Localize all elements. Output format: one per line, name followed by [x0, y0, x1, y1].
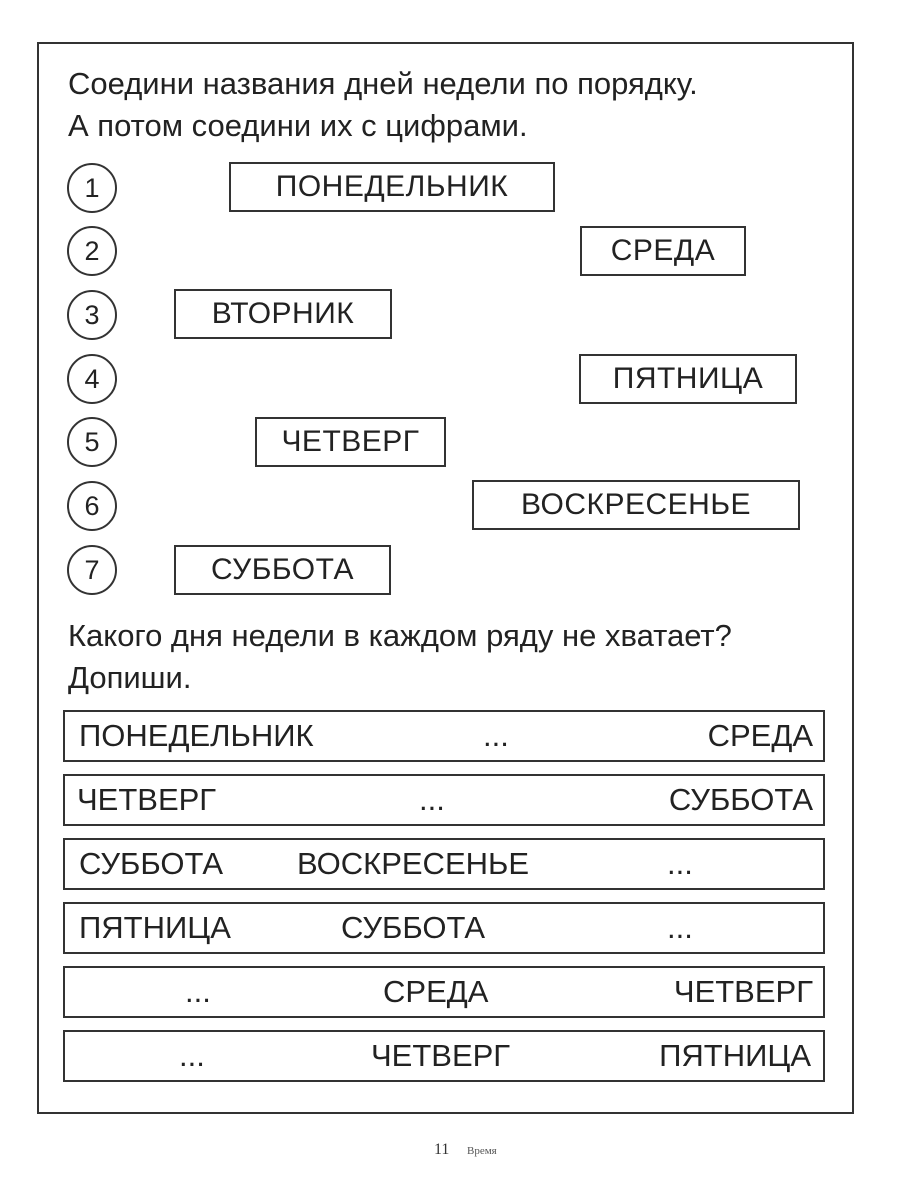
number-circle-1: 1 [67, 163, 117, 213]
row-cell-blank: ... [667, 846, 693, 881]
row-cell: СУББОТА [79, 846, 224, 881]
task2-instruction-line1: Какого дня недели в каждом ряду не хватает? [68, 618, 732, 653]
row-cell: ПЯТНИЦА [659, 1038, 811, 1073]
sequence-row-6 [63, 1030, 825, 1082]
row-cell: СУББОТА [668, 782, 813, 817]
sequence-row-4 [63, 902, 825, 954]
day-box-friday: ПЯТНИЦА [579, 354, 797, 404]
row-cell-blank: ... [667, 910, 693, 945]
sequence-row-2 [63, 774, 825, 826]
row-cell: ЧЕТВЕРГ [371, 1038, 511, 1073]
row-cell-blank: ... [185, 974, 211, 1009]
row-cell: ВОСКРЕСЕНЬЕ [297, 846, 530, 881]
row-cell: СРЕДА [707, 718, 813, 753]
sequence-row-1 [63, 710, 825, 762]
day-box-tuesday: ВТОРНИК [174, 289, 392, 339]
number-circle-2: 2 [67, 226, 117, 276]
row-cell: СУББОТА [341, 910, 486, 945]
number-circle-3: 3 [67, 290, 117, 340]
number-circle-6: 6 [67, 481, 117, 531]
row-cell: ПЯТНИЦА [79, 910, 231, 945]
day-box-saturday: СУББОТА [174, 545, 391, 595]
day-box-sunday: ВОСКРЕСЕНЬЕ [472, 480, 800, 530]
row-cell-blank: ... [419, 782, 445, 817]
row-cell-blank: ... [179, 1038, 205, 1073]
page-number: 11 [434, 1141, 450, 1158]
row-cell: ПОНЕДЕЛЬНИК [79, 718, 314, 753]
day-box-wednesday: СРЕДА [580, 226, 746, 276]
task1-instruction-line2: А потом соедини их с цифрами. [68, 108, 528, 143]
day-box-thursday: ЧЕТВЕРГ [255, 417, 446, 467]
row-cell-blank: ... [483, 718, 509, 753]
section-title: Время [467, 1145, 497, 1157]
row-cell: ЧЕТВЕРГ [77, 782, 217, 817]
sequence-row-3 [63, 838, 825, 890]
task1-instruction-line1: Соедини названия дней недели по порядку. [68, 66, 698, 101]
day-box-monday: ПОНЕДЕЛЬНИК [229, 162, 555, 212]
row-cell: СРЕДА [383, 974, 489, 1009]
number-circle-4: 4 [67, 354, 117, 404]
sequence-row-5 [63, 966, 825, 1018]
number-circle-7: 7 [67, 545, 117, 595]
task2-instruction-line2: Допиши. [68, 660, 192, 695]
number-circle-5: 5 [67, 417, 117, 467]
row-cell: ЧЕТВЕРГ [673, 974, 813, 1009]
